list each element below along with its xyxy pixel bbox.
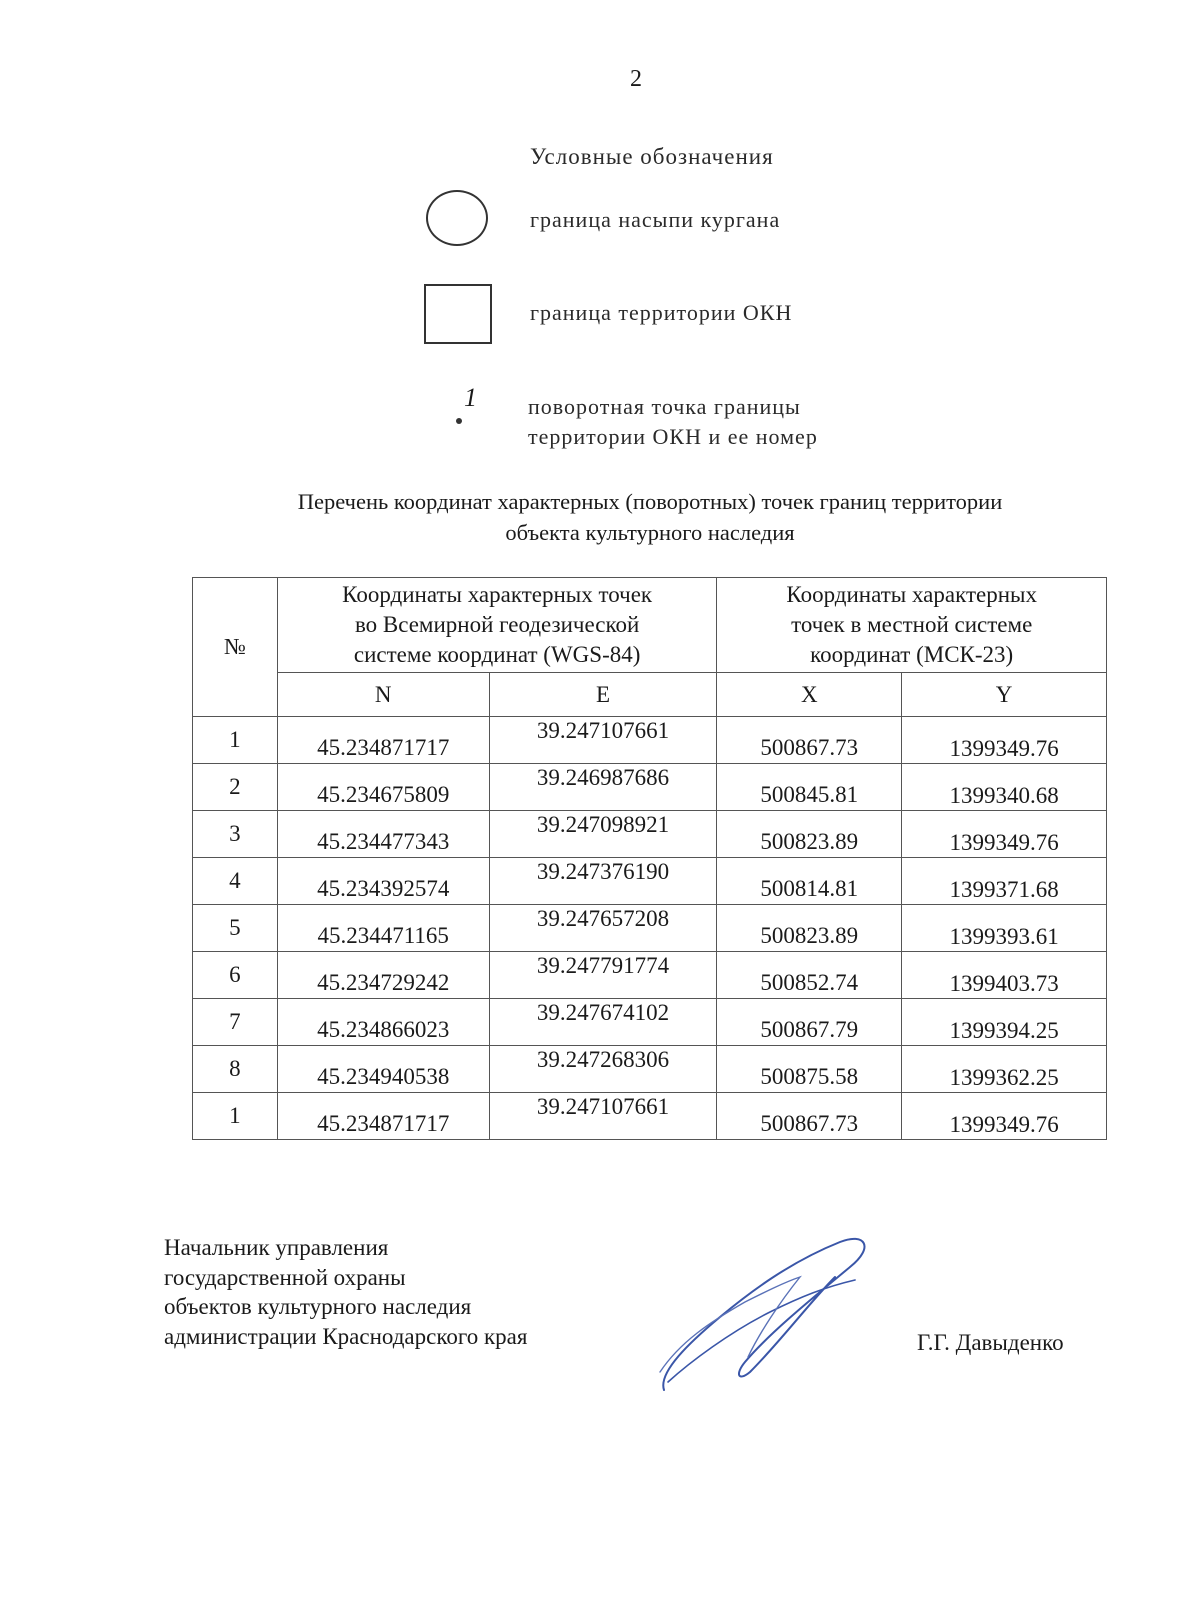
cell-e: 39.247791774 (489, 952, 717, 999)
cell-e: 39.246987686 (489, 764, 717, 811)
cell-num: 4 (193, 858, 278, 905)
cell-x: 500814.81 (717, 858, 902, 905)
turning-point-dot-icon (456, 418, 462, 424)
header-msk23-line2: точек в местной системе (791, 612, 1033, 637)
table-row (193, 1093, 1107, 1140)
cell-y: 1399349.76 (902, 717, 1107, 764)
cell-n: 45.234871717 (277, 717, 489, 764)
cell-num: 6 (193, 952, 278, 999)
coordinates-title-line2: объекта культурного наследия (505, 520, 795, 545)
header-wgs84 (277, 578, 717, 673)
cell-num: 1 (193, 1093, 278, 1140)
cell-n: 45.234471165 (277, 905, 489, 952)
territory-boundary-square-icon (424, 284, 492, 344)
header-number: № (193, 578, 278, 717)
header-wgs84-line2: во Всемирной геодезической (354, 612, 640, 637)
cell-e: 39.247657208 (489, 905, 717, 952)
signer-name: Г.Г. Давыденко (917, 1330, 1064, 1355)
header-wgs84-line3: системе координат (WGS-84) (353, 642, 641, 667)
cell-y: 1399362.25 (902, 1046, 1107, 1093)
cell-x: 500867.73 (717, 1093, 902, 1140)
cell-x: 500845.81 (717, 764, 902, 811)
cell-e: 39.247107661 (489, 717, 717, 764)
coordinates-title-line1: Перечень координат характерных (поворотных) точек границ территории (297, 489, 1003, 514)
table-row (193, 905, 1107, 952)
signer-position (164, 1233, 527, 1351)
cell-y: 1399371.68 (902, 858, 1107, 905)
cell-n: 45.234477343 (277, 811, 489, 858)
signer-position-line4: администрации Краснодарского края (164, 1323, 528, 1349)
cell-e: 39.247098921 (489, 811, 717, 858)
turning-point-number: 1 (464, 383, 477, 412)
cell-n: 45.234392574 (277, 858, 489, 905)
header-col-x: X (717, 673, 902, 717)
header-col-y: Y (902, 673, 1107, 717)
header-col-n: N (277, 673, 489, 717)
cell-e: 39.247107661 (489, 1093, 717, 1140)
cell-x: 500867.73 (717, 717, 902, 764)
cell-e: 39.247674102 (489, 999, 717, 1046)
cell-y: 1399394.25 (902, 999, 1107, 1046)
coordinates-table (192, 577, 1107, 1140)
cell-x: 500867.79 (717, 999, 902, 1046)
cell-n: 45.234871717 (277, 1093, 489, 1140)
legend-label-point-line1: поворотная точка границы (528, 394, 801, 419)
signer-position-line3: объектов культурного наследия (164, 1294, 472, 1319)
header-msk23-line1: Координаты характерных (786, 582, 1037, 607)
table-row (193, 858, 1107, 905)
legend-label-point-line2: территории ОКН и ее номер (528, 424, 818, 449)
cell-num: 8 (193, 1046, 278, 1093)
cell-num: 2 (193, 764, 278, 811)
cell-n: 45.234675809 (277, 764, 489, 811)
cell-e: 39.247376190 (489, 858, 717, 905)
cell-x: 500823.89 (717, 905, 902, 952)
signer-position-line2: государственной охраны (164, 1264, 406, 1290)
header-col-e: E (489, 673, 717, 717)
table-row (193, 1046, 1107, 1093)
signer-position-line1: Начальник управления (164, 1235, 389, 1260)
cell-num: 7 (193, 999, 278, 1046)
header-msk23 (717, 578, 1107, 673)
table-row (193, 717, 1107, 764)
cell-e: 39.247268306 (489, 1046, 717, 1093)
cell-x: 500852.74 (717, 952, 902, 999)
coordinates-list-title (150, 486, 1150, 548)
table-row (193, 764, 1107, 811)
mound-boundary-circle-icon (426, 190, 488, 246)
table-row (193, 952, 1107, 999)
cell-y: 1399349.76 (902, 811, 1107, 858)
table-row (193, 999, 1107, 1046)
header-wgs84-line1: Координаты характерных точек (342, 582, 653, 607)
cell-n: 45.234729242 (277, 952, 489, 999)
handwritten-signature (650, 1222, 880, 1402)
page-number: 2 (630, 66, 642, 92)
cell-num: 5 (193, 905, 278, 952)
cell-y: 1399393.61 (902, 905, 1107, 952)
cell-n: 45.234866023 (277, 999, 489, 1046)
cell-n: 45.234940538 (277, 1046, 489, 1093)
header-msk23-line3: координат (МСК-23) (810, 642, 1014, 667)
cell-x: 500823.89 (717, 811, 902, 858)
cell-y: 1399340.68 (902, 764, 1107, 811)
cell-num: 3 (193, 811, 278, 858)
cell-y: 1399349.76 (902, 1093, 1107, 1140)
legend-label-mound: граница насыпи кургана (530, 207, 781, 232)
legend-label-territory: граница территории ОКН (530, 300, 793, 325)
cell-y: 1399403.73 (902, 952, 1107, 999)
legend-title: Условные обозначения (530, 144, 774, 169)
cell-x: 500875.58 (717, 1046, 902, 1093)
table-row (193, 811, 1107, 858)
cell-num: 1 (193, 717, 278, 764)
